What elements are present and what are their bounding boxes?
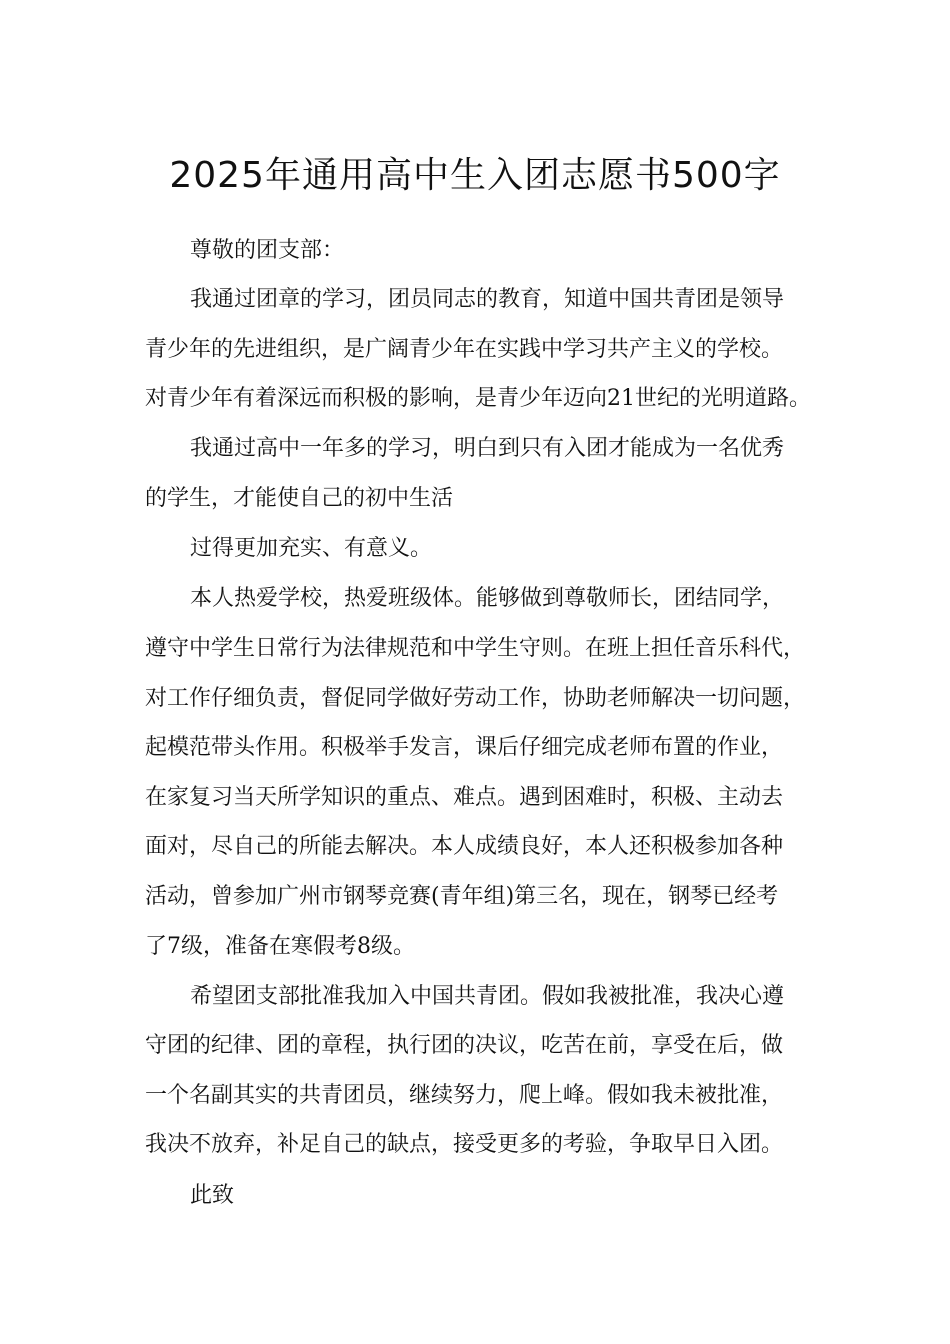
body-line: 过得更加充实、有意义。	[190, 536, 433, 561]
body-line: 我决不放弃，补足自己的缺点，接受更多的考验，争取早日入团。	[145, 1132, 784, 1157]
body-line: 的学生，才能使自己的初中生活	[145, 486, 454, 511]
body-line: 我通过高中一年多的学习，明白到只有入团才能成为一名优秀	[190, 436, 785, 461]
body-line: 希望团支部批准我加入中国共青团。假如我被批准，我决心遵	[190, 984, 785, 1009]
closing-line: 此致	[190, 1183, 235, 1208]
body-line: 守团的纪律、团的章程，执行团的决议，吃苦在前，享受在后，做	[145, 1033, 784, 1058]
body-line: 我通过团章的学习，团员同志的教育，知道中国共青团是领导	[190, 287, 785, 312]
salutation: 尊敬的团支部：	[190, 238, 345, 263]
body-line: 青少年的先进组织，是广阔青少年在实践中学习共产主义的学校。	[145, 337, 784, 362]
body-line: 一个名副其实的共青团员，继续努力，爬上峰。假如我未被批准，	[145, 1083, 784, 1108]
document-title: 2025年通用高中生入团志愿书500字	[169, 155, 781, 197]
body-line: 对工作仔细负责，督促同学做好劳动工作，协助老师解决一切问题，	[145, 686, 806, 711]
body-line: 面对，尽自己的所能去解决。本人成绩良好，本人还积极参加各种	[145, 834, 784, 859]
body-line: 对青少年有着深远而积极的影响，是青少年迈向21世纪的光明道路。	[145, 386, 811, 411]
body-line: 遵守中学生日常行为法律规范和中学生守则。在班上担任音乐科代，	[145, 636, 806, 661]
body-line: 起模范带头作用。积极举手发言，课后仔细完成老师布置的作业，	[145, 735, 784, 760]
body-line: 本人热爱学校，热爱班级体。能够做到尊敬师长，团结同学，	[190, 586, 785, 611]
body-line: 在家复习当天所学知识的重点、难点。遇到困难时，积极、主动去	[145, 785, 784, 810]
body-line: 活动，曾参加广州市钢琴竞赛(青年组)第三名，现在，钢琴已经考	[145, 884, 779, 909]
body-line: 了7级，准备在寒假考8级。	[145, 934, 415, 959]
